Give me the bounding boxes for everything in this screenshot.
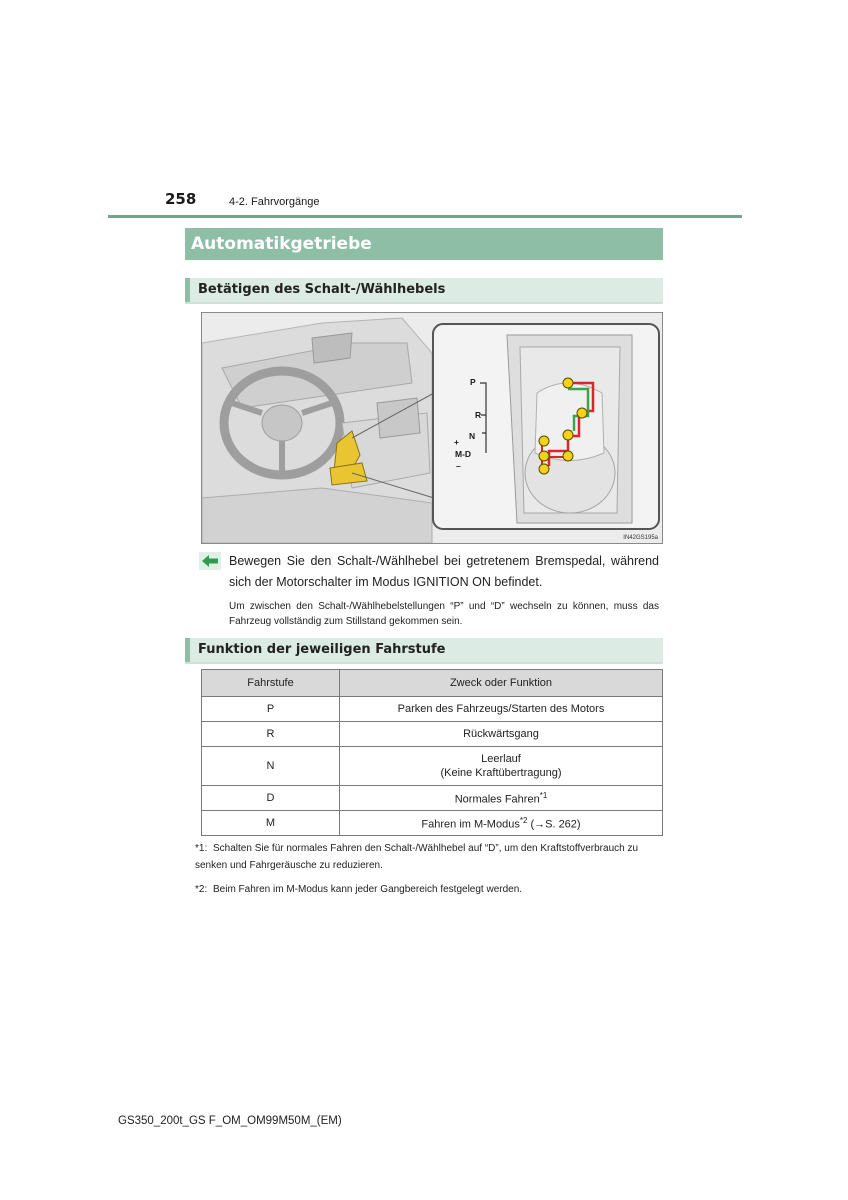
footnote-marker: *1 <box>539 790 548 800</box>
table-row <box>202 786 663 811</box>
instruction-note: Um zwischen den Schalt-/Wählhebelstellungen “P” und “D” wechseln zu können, muss das Fahrzeug vollständig zum Stillstand gekommen sein. <box>229 601 659 627</box>
gate-label-n: N <box>469 431 476 441</box>
footnote-2 <box>195 881 661 898</box>
table-row <box>202 697 663 722</box>
illustration-graphic <box>202 313 662 543</box>
gate-label-plus: + <box>454 437 459 447</box>
column-header-function: Zweck oder Funktion <box>340 670 663 697</box>
section-heading: Automatikgetriebe <box>185 228 663 260</box>
footer-document-code: GS350_200t_GS F_OM_OM99M50M_(EM) <box>118 1115 342 1127</box>
page-number: 258 <box>165 190 197 208</box>
gate-label-p: P <box>470 377 476 387</box>
footnote-mark: *2: <box>195 884 208 895</box>
function-cell <box>340 747 663 786</box>
gate-label-m-d: M-D <box>455 449 472 459</box>
function-cell <box>340 786 663 811</box>
function-line: Leerlauf <box>481 753 521 765</box>
column-header-gear: Fahrstufe <box>202 670 340 697</box>
green-arrow-left-icon <box>199 552 221 570</box>
table-header-row <box>202 670 663 697</box>
function-cell: Rückwärtsgang <box>340 722 663 747</box>
gate-label-minus: – <box>456 461 461 471</box>
gear-cell: D <box>202 786 340 811</box>
instruction-text: Bewegen Sie den Schalt-/Wählhebel bei getretenem Bremspedal, während sich der Motorschalter im Modus IGNITION ON befindet. <box>229 554 659 589</box>
subsection-heading-function: Funktion der jeweiligen Fahrstufe <box>185 638 663 662</box>
footnote-marker: *2 <box>519 815 528 825</box>
function-text: Normales Fahren <box>454 793 540 806</box>
table-row <box>202 722 663 747</box>
footnote-mark: *1: <box>195 843 208 854</box>
gear-cell: P <box>202 697 340 722</box>
gear-cell: N <box>202 747 340 786</box>
function-text: Fahren im M-Modus <box>421 818 520 831</box>
gate-label-r: R <box>475 410 482 420</box>
figure-code: IN42GS195a <box>623 535 658 541</box>
footnote-1 <box>195 840 661 874</box>
shift-lever-illustration <box>201 312 663 544</box>
chapter-title: 4-2. Fahrvorgänge <box>229 196 320 208</box>
function-line: (Keine Kraftübertragung) <box>440 767 562 779</box>
footnote-text: Schalten Sie für normales Fahren den Schalt-/Wählhebel auf “D”, um den Kraftstoffverbrauch zu senken und Fahrgeräusche zu reduzieren. <box>195 843 639 871</box>
header-rule <box>108 215 742 218</box>
page-reference-link[interactable]: (→S. 262) <box>530 818 581 831</box>
gear-function-table <box>201 669 663 836</box>
gear-cell: R <box>202 722 340 747</box>
footnote-text: Beim Fahren im M-Modus kann jeder Gangbereich festgelegt werden. <box>213 884 523 895</box>
subsection-heading-operation: Betätigen des Schalt-/Wählhebels <box>185 278 663 302</box>
table-row <box>202 747 663 786</box>
table-row <box>202 811 663 836</box>
function-cell: Parken des Fahrzeugs/Starten des Motors <box>340 697 663 722</box>
function-cell <box>340 811 663 836</box>
gear-cell: M <box>202 811 340 836</box>
